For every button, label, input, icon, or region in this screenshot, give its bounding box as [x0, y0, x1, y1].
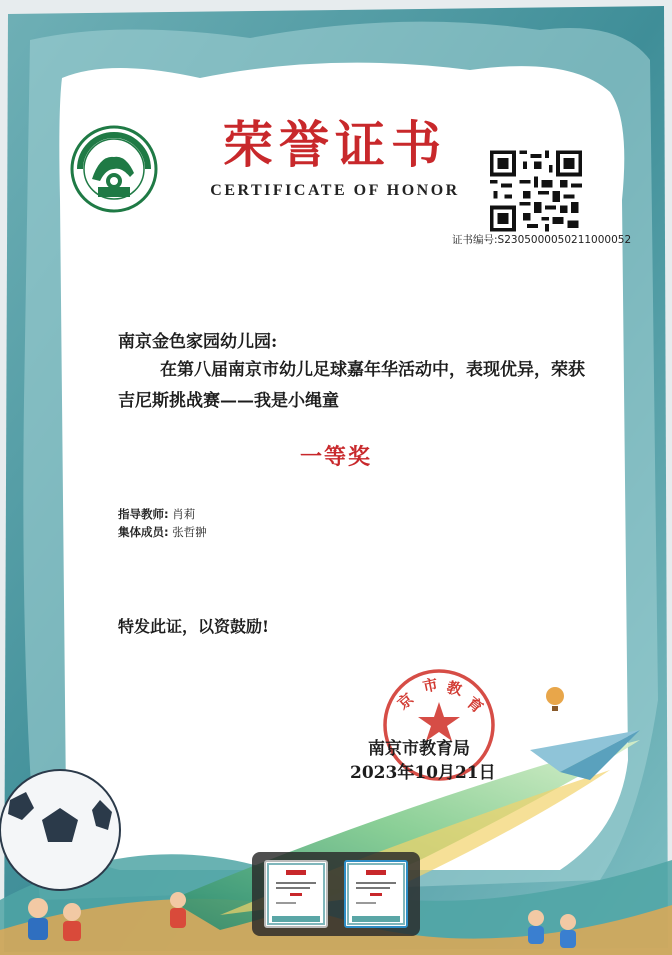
certificate-number-label: 证书编号:	[452, 234, 498, 246]
thumbnail-page-1[interactable]	[264, 860, 328, 928]
certificate-number-value: S2305000050211000052	[497, 234, 632, 246]
thumbnail-strip	[252, 852, 420, 936]
thumbnail-page-2[interactable]	[344, 860, 408, 928]
certificate-title-english: CERTIFICATE OF HONOR	[210, 182, 460, 199]
issue-date: 2023年10月21日	[350, 763, 496, 783]
svg-text:市: 市	[421, 675, 440, 696]
svg-text:教: 教	[445, 678, 464, 700]
members-line	[118, 524, 207, 540]
closing-statement: 特发此证，以资鼓励!	[118, 617, 270, 636]
campus-football-logo	[70, 125, 158, 213]
teacher-name: 肖莉	[172, 507, 196, 521]
teacher-line	[118, 506, 195, 522]
svg-text:育: 育	[463, 693, 487, 717]
certificate-body: 在第八届南京市幼儿足球嘉年华活动中，表现优异，荣获吉尼斯挑战赛——我是小绳童	[118, 360, 585, 411]
members-label: 集体成员:	[118, 525, 169, 539]
issuing-authority: 南京市教育局	[368, 739, 470, 759]
certificate-title: 荣誉证书	[223, 115, 447, 174]
teacher-label: 指导教师:	[118, 507, 169, 521]
qr-code	[490, 150, 582, 232]
award-level: 一等奖	[300, 444, 373, 470]
certificate-number	[452, 232, 631, 247]
thumbnail-page-2-preview	[346, 862, 406, 926]
recipient-name: 南京金色家园幼儿园:	[118, 332, 278, 352]
members-names: 张哲翀	[172, 525, 207, 539]
thumbnail-page-1-preview	[266, 862, 326, 926]
svg-text:京: 京	[394, 689, 418, 714]
